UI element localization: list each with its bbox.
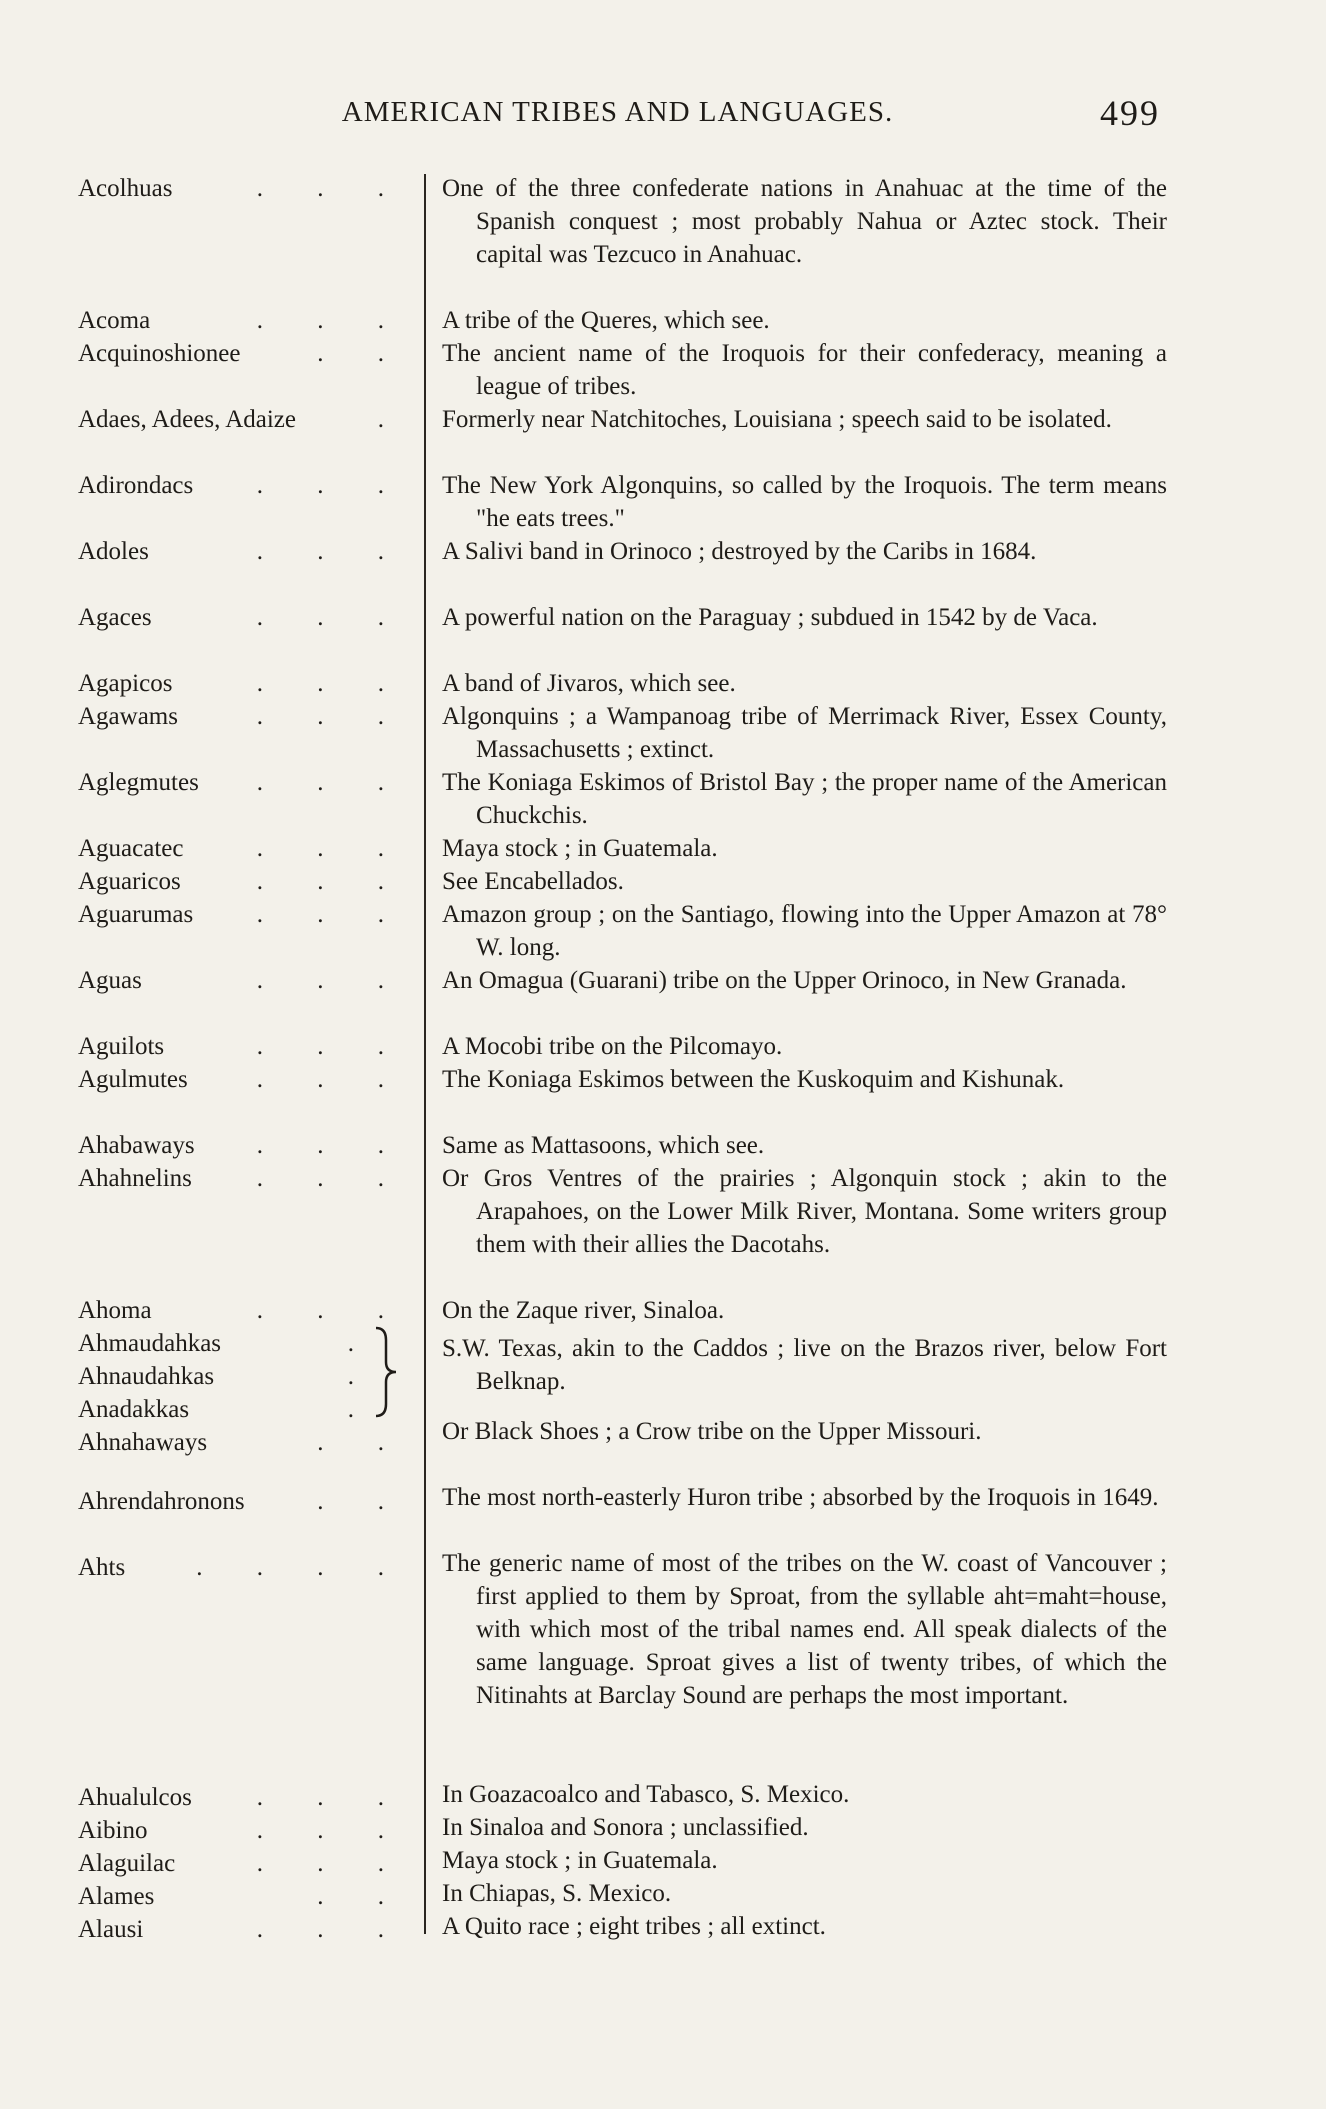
running-header	[75, 93, 1160, 136]
entry-description: See Encabellados.	[442, 868, 624, 895]
entry-term: Aguaricos . . .	[78, 868, 408, 895]
entry-description: The generic name of most of the tribes on the W. coast of Vancouver ; first applied to them by Sproat, from the syllable aht=maht=house, with which most of the tribal names end. All speak dialects of the same language. Sproat gives a list of twenty tribes, of which the Nitinahts at Barclay Sound are perhaps the most important.	[442, 1550, 1167, 1709]
entry-description: Algonquins ; a Wampanoag tribe of Merrimack River, Essex County, Massachusetts ; extinct.	[442, 703, 1167, 763]
entry-description: Formerly near Natchitoches, Louisiana ; speech said to be isolated.	[442, 406, 1112, 433]
entry-term: Ahahnelins . . .	[78, 1165, 408, 1192]
entry-term: Aguarumas . . .	[78, 901, 408, 928]
entry-term: Adoles . . .	[78, 538, 408, 565]
entry-term: Ahabaways . . .	[78, 1132, 408, 1159]
entry-term: Agapicos . . .	[78, 670, 408, 697]
entry-term: Agulmutes . . .	[78, 1066, 408, 1093]
entry-term: Ahualulcos . . .	[78, 1784, 408, 1811]
entry-description: Maya stock ; in Guatemala.	[442, 1847, 718, 1874]
entry-description: A band of Jivaros, which see.	[442, 670, 736, 697]
entry-term: Alames . .	[78, 1883, 408, 1910]
entry-description: Or Gros Ventres of the prairies ; Algonquin stock ; akin to the Arapahoes, on the Lower Milk River, Montana. Some writers group them with their allies the Dacotahs.	[442, 1165, 1167, 1258]
entry-description: In Chiapas, S. Mexico.	[442, 1880, 672, 1907]
entry-term: Adirondacs . . .	[78, 472, 408, 499]
entry-description: A Salivi band in Orinoco ; destroyed by the Caribs in 1684.	[442, 538, 1037, 565]
entry-description: One of the three confederate nations in Anahuac at the time of the Spanish conquest ; most probably Nahua or Aztec stock. Their capital was Tezcuco in Anahuac.	[442, 175, 1167, 268]
entry-description: A tribe of the Queres, which see.	[442, 307, 770, 334]
entry-term: Ahnaudahkas .	[78, 1363, 378, 1390]
entry-description: The Koniaga Eskimos between the Kuskoquim and Kishunak.	[442, 1066, 1065, 1093]
entry-term: Aguas . . .	[78, 967, 408, 994]
entry-term: Acoma . . .	[78, 307, 408, 334]
entry-description: Amazon group ; on the Santiago, flowing into the Upper Amazon at 78° W. long.	[442, 901, 1167, 961]
entry-description: The New York Algonquins, so called by the Iroquois. The term means "he eats trees."	[442, 472, 1167, 532]
entry-term: Aglegmutes . . .	[78, 769, 408, 796]
entry-term: Agaces . . .	[78, 604, 408, 631]
entry-term: Ahrendahronons . .	[78, 1488, 408, 1515]
entry-term: Aguilots . . .	[78, 1033, 408, 1060]
entry-term: Aguacatec . . .	[78, 835, 408, 862]
brace-bracket	[372, 1322, 402, 1422]
entry-description: A Quito race ; eight tribes ; all extinct.	[442, 1913, 826, 1940]
entry-term: Acolhuas . . .	[78, 175, 408, 202]
entry-term: Adaes, Adees, Adaize .	[78, 406, 408, 433]
entry-description: On the Zaque river, Sinaloa.	[442, 1297, 725, 1324]
entry-term: Alausi . . .	[78, 1916, 408, 1943]
entry-description: In Goazacoalco and Tabasco, S. Mexico.	[442, 1781, 850, 1808]
header-title: AMERICAN TRIBES AND LANGUAGES.	[341, 96, 894, 128]
entry-description: Or Black Shoes ; a Crow tribe on the Upper Missouri.	[442, 1418, 982, 1445]
entry-description: A powerful nation on the Paraguay ; subdued in 1542 by de Vaca.	[442, 604, 1098, 631]
column-divider	[424, 174, 426, 1934]
page-number: 499	[1100, 93, 1160, 133]
entry-description: Same as Mattasoons, which see.	[442, 1132, 765, 1159]
entry-term: Agawams . . .	[78, 703, 408, 730]
entry-term: Anadakkas .	[78, 1396, 378, 1423]
entry-term: Acquinoshionee . .	[78, 340, 408, 367]
entry-description: A Mocobi tribe on the Pilcomayo.	[442, 1033, 783, 1060]
entry-term: Aibino . . .	[78, 1817, 408, 1844]
entry-term: Ahmaudahkas .	[78, 1330, 378, 1357]
entry-description: The ancient name of the Iroquois for their confederacy, meaning a league of tribes.	[442, 340, 1167, 400]
entry-description: The most north-easterly Huron tribe ; absorbed by the Iroquois in 1649.	[442, 1484, 1159, 1511]
entry-description: An Omagua (Guarani) tribe on the Upper Orinoco, in New Granada.	[442, 967, 1127, 994]
entry-term: Ahoma . . .	[78, 1297, 408, 1324]
entry-term: Ahts . . . .	[78, 1554, 408, 1581]
entry-description: The Koniaga Eskimos of Bristol Bay ; the proper name of the American Chuckchis.	[442, 769, 1167, 829]
entry-description: In Sinaloa and Sonora ; unclassified.	[442, 1814, 809, 1841]
entry-description: Maya stock ; in Guatemala.	[442, 835, 718, 862]
entry-description: S.W. Texas, akin to the Caddos ; live on the Brazos river, below Fort Belknap.	[442, 1335, 1167, 1395]
entry-term: Alaguilac . . .	[78, 1850, 408, 1877]
entry-term: Ahnahaways . .	[78, 1429, 408, 1456]
